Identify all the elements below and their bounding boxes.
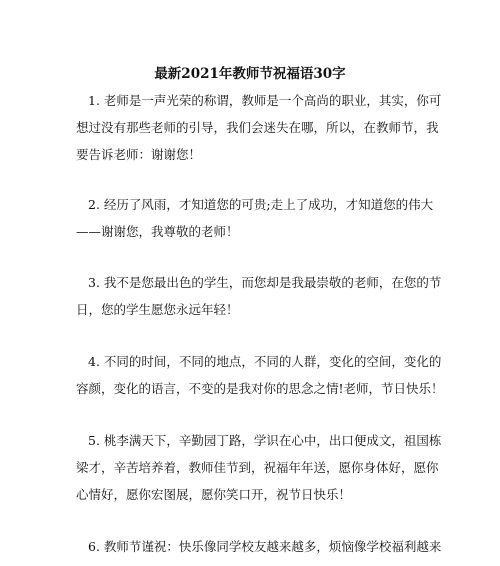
paragraph-line: 2. 经历了风雨，才知道您的可贵;走上了成功，才知道您的伟大 xyxy=(88,197,434,212)
paragraph-line: 3. 我不是您最出色的学生，而您却是我最崇敬的老师，在您的节 xyxy=(88,275,442,290)
paragraph-line: ——谢谢您，我尊敬的老师！ xyxy=(76,224,239,239)
paragraph-2 xyxy=(76,191,436,245)
paragraph-line: 4. 不同的时间，不同的地点，不同的人群，变化的空间，变化的 xyxy=(88,354,442,369)
paragraph-1 xyxy=(76,87,442,168)
paragraph-line: 梁才，辛苦培养着，教师佳节到，祝福年年送，愿你身体好，愿你 xyxy=(76,460,439,475)
paragraph-line: 想过没有那些老师的引导，我们会迷失在哪，所以，在教师节，我 xyxy=(76,120,439,135)
paragraph-line: 6. 教师节谨祝：快乐像同学校友越来越多，烦恼像学校福利越来 xyxy=(88,539,442,554)
paragraph-line: 5. 桃李满天下，辛勤园丁路，学识在心中，出口便成文，祖国栋 xyxy=(88,433,442,448)
paragraph-6 xyxy=(76,533,442,560)
paragraph-3 xyxy=(76,269,442,323)
paragraph-5 xyxy=(76,427,442,508)
paragraph-line: 要告诉老师：谢谢您！ xyxy=(76,147,202,162)
paragraph-4 xyxy=(76,348,444,402)
paragraph-line: 心情好，愿你宏图展，愿你笑口开，祝节日快乐！ xyxy=(76,487,352,502)
paragraph-line: 容颜，变化的语言，不变的是我对你的思念之情!老师，节日快乐！ xyxy=(76,381,444,396)
paragraph-line: 日，您的学生愿您永远年轻！ xyxy=(76,302,239,317)
document-title: 最新2021年教师节祝福语30字 xyxy=(154,66,346,82)
paragraph-line: 1. 老师是一声光荣的称谓，教师是一个高尚的职业，其实，你可 xyxy=(88,93,442,108)
